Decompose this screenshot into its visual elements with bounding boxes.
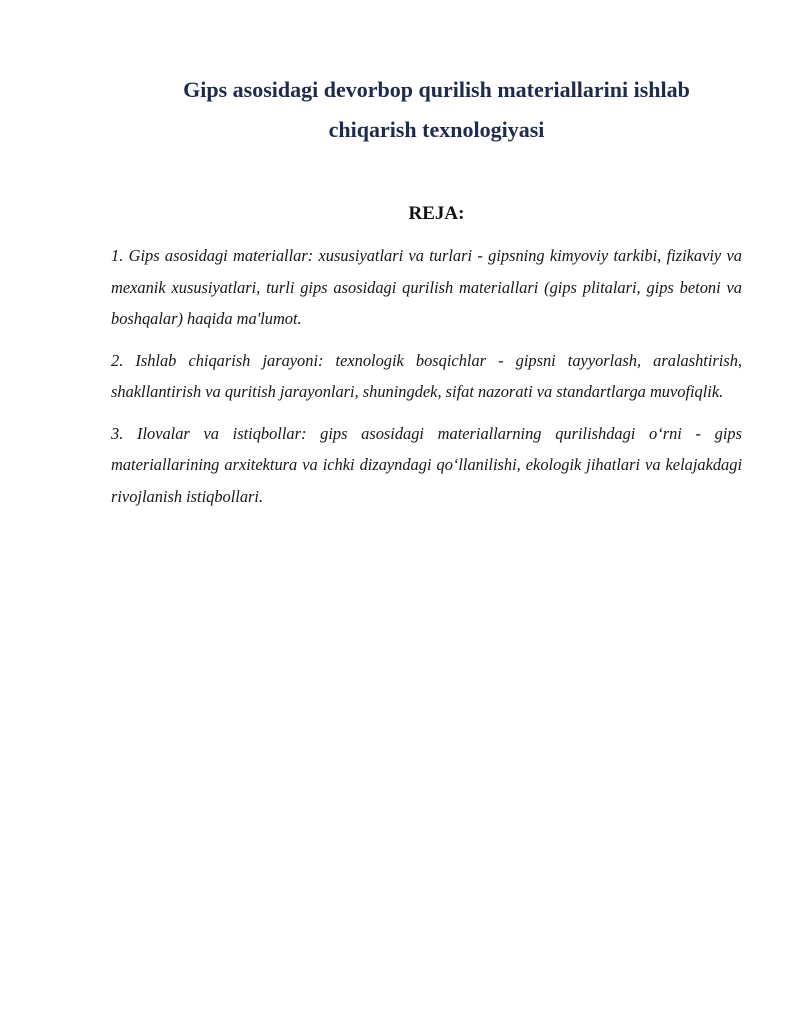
plan-item-1: 1. Gips asosidagi materiallar: xususiyatlari va turlari - gipsning kimyoviy tarkibi, fizikaviy va mexanik xususiyatlari, turli gips asosidagi qurilish materiallari (gips plitalari, gips betoni va boshqalar) haqida ma'lumot. [111,246,742,328]
plan-heading: REJA: [408,203,465,224]
plan-item-2: 2. Ishlab chiqarish jarayoni: texnologik bosqichlar - gipsni tayyorlash, aralashtirish, shakllantirish va quritish jarayonlari, shuningdek, sifat nazorati va standartlarga muvofiqlik. [111,350,742,401]
plan-list [111,240,742,512]
document-title-line-2: chiqarish texnologiyasi [328,117,545,142]
document-title [111,70,742,150]
document-title-line-1: Gips asosidagi devorbop qurilish materiallarini ishlab [183,77,690,102]
plan-item-3: 3. Ilovalar va istiqbollar: gips asosidagi materiallarning qurilishdagi o‘rni - gips materiallarining arxitektura va ichki dizayndagi qo‘llanilishi, ekologik jihatlari va kelajakdagi rivojlanish istiqbollari. [111,423,742,506]
